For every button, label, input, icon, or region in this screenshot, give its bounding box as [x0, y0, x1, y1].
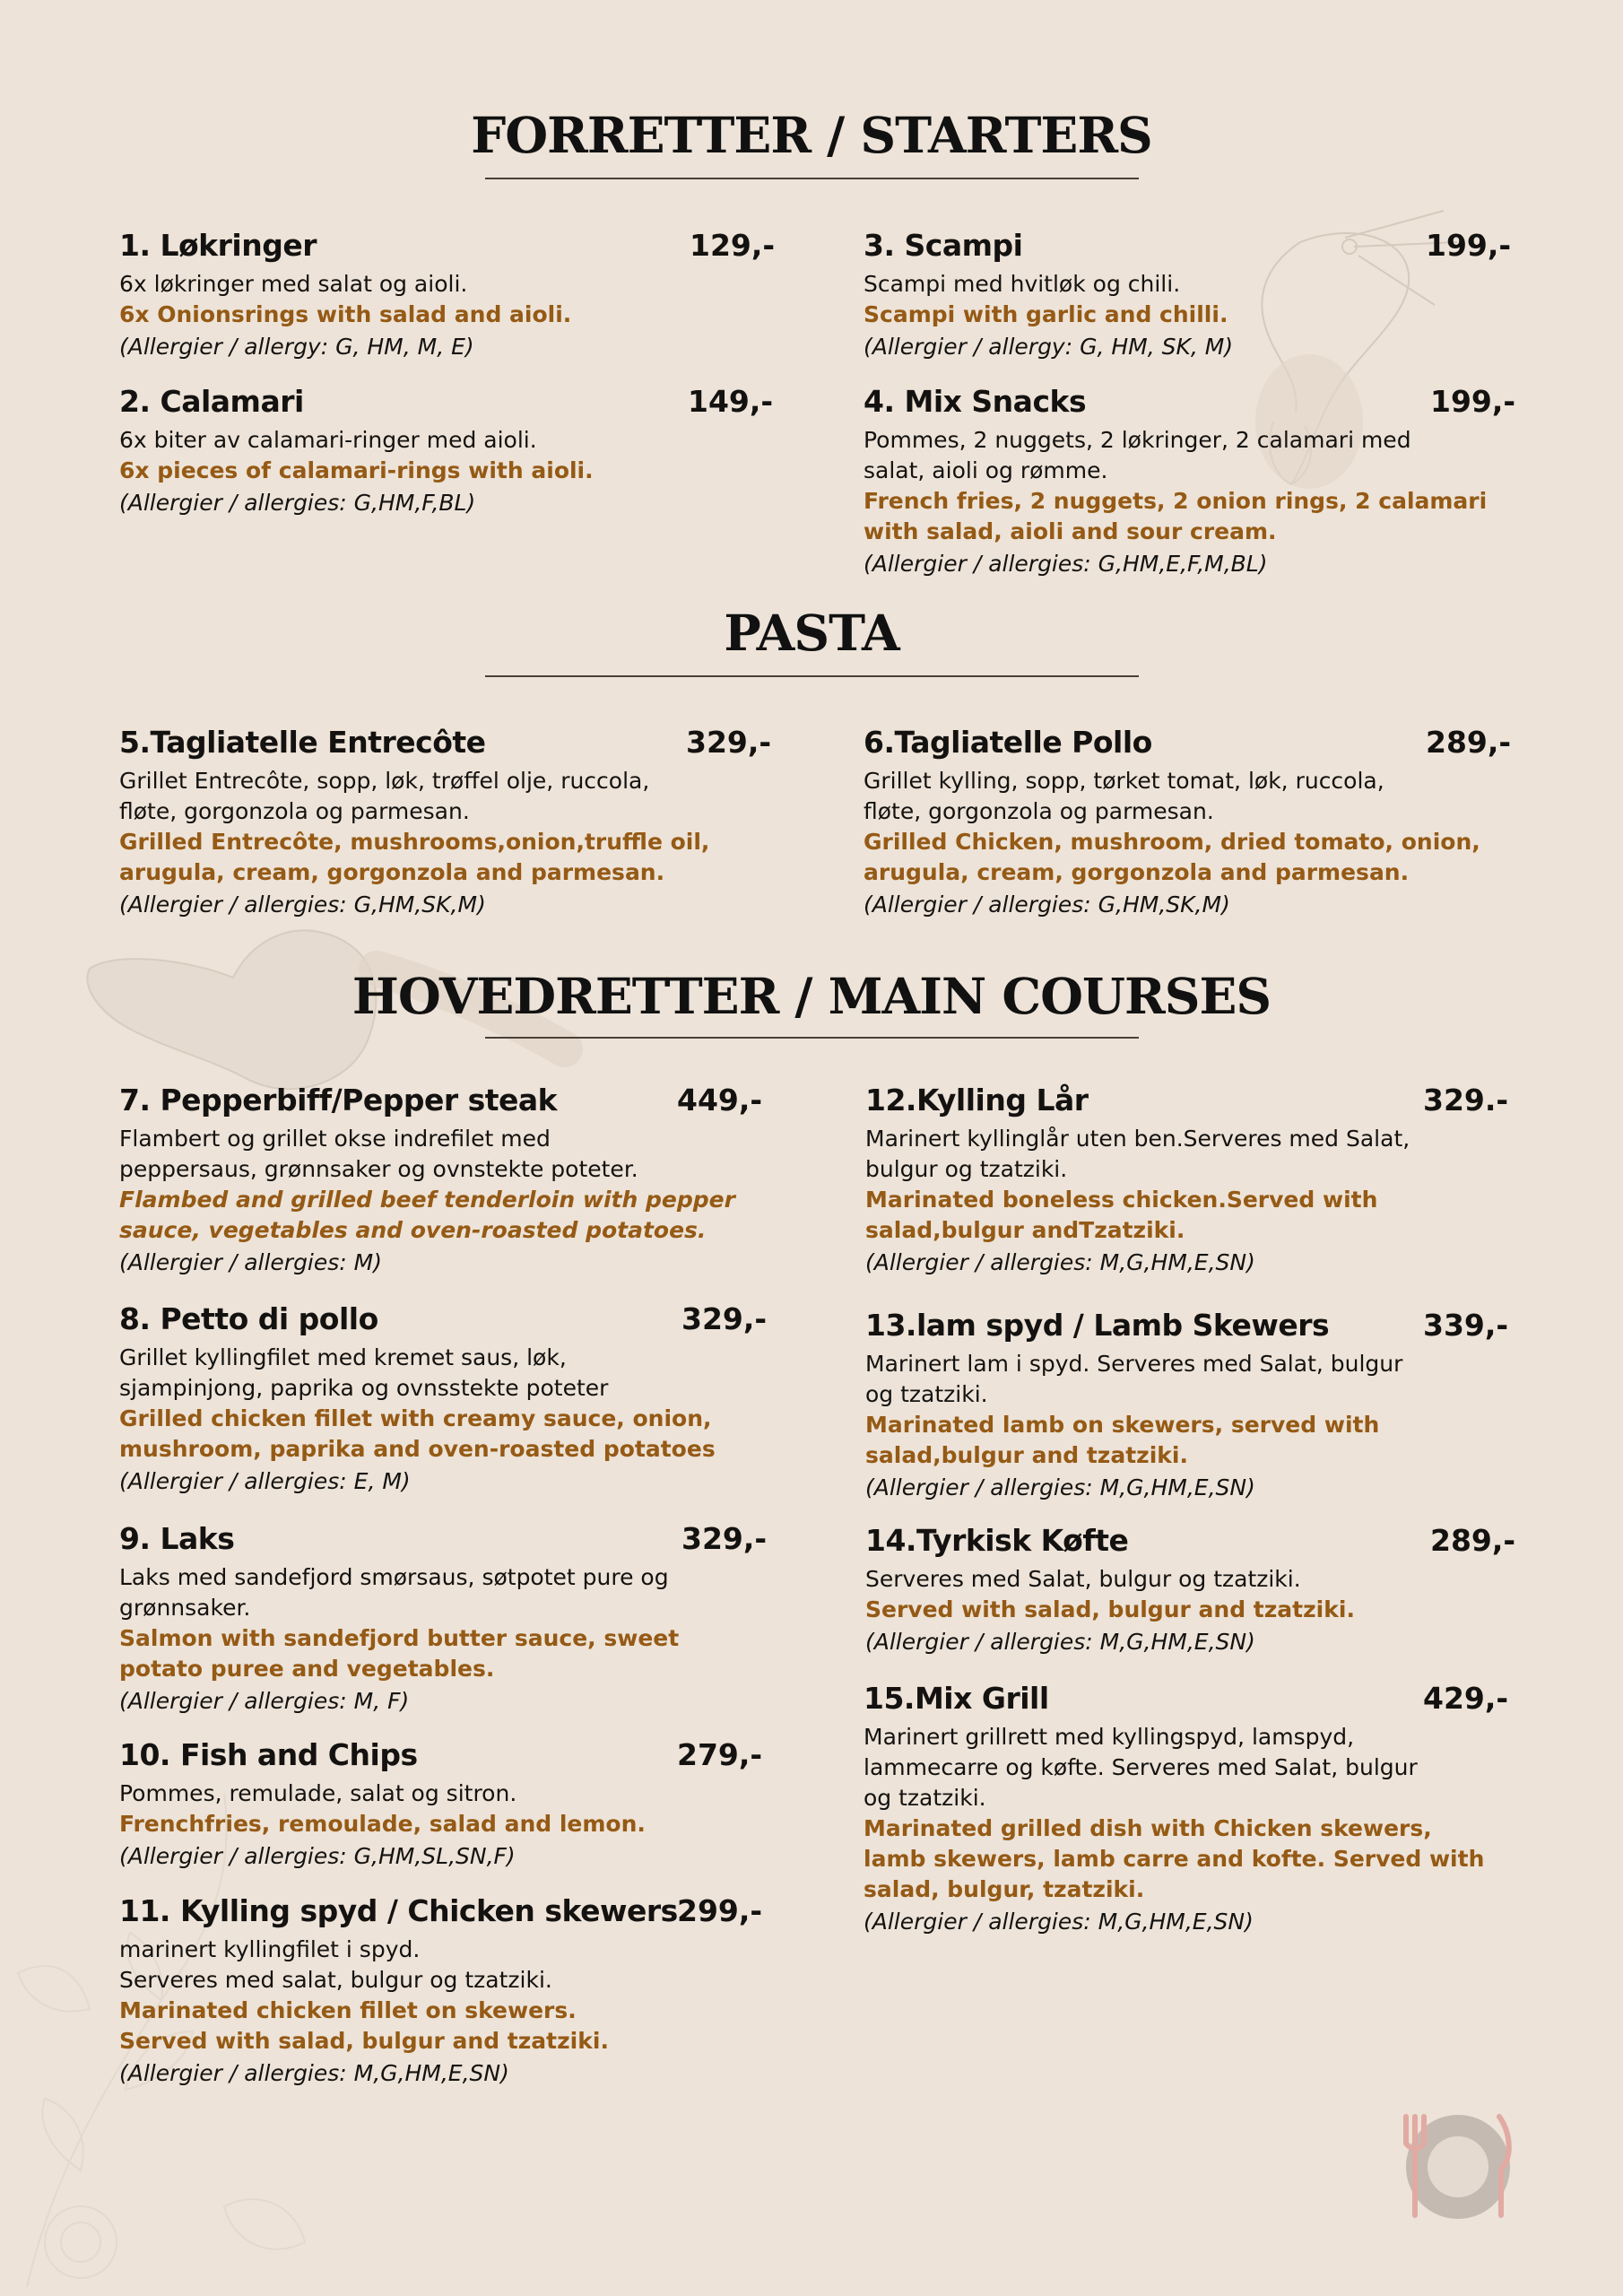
- menu-item: [119, 1521, 768, 1718]
- item-description-no: Laks med sandefjord smørsaus, søtpotet pure og grønnsaker.: [119, 1564, 669, 1621]
- item-name: 14.Tyrkisk Køfte: [865, 1523, 1129, 1558]
- item-description-en: Scampi with garlic and chilli.: [864, 301, 1228, 327]
- item-description-no: Grillet kylling, sopp, tørket tomat, løk, ruccola, fløte, gorgonzola og parmesan.: [864, 768, 1384, 824]
- item-description-en: Flambed and grilled beef tenderloin with pepper sauce, vegetables and oven-roasted potatoes.: [119, 1187, 735, 1243]
- menu-item: [864, 384, 1516, 581]
- item-allergens: (Allergier / allergies: M,G,HM,E,SN): [864, 1909, 1254, 1935]
- item-price: 289,-: [1430, 1523, 1516, 1558]
- item-description-no: Marinert grillrett med kyllingspyd, lamspyd, lammecarre og køfte. Serveres med Salat, bulgur og tzatziki.: [864, 1724, 1418, 1811]
- menu-item: [119, 228, 776, 364]
- item-allergens: (Allergier / allergies: M, F): [119, 1688, 410, 1714]
- item-description-en: Marinated grilled dish with Chicken skewers, lamb skewers, lamb carre and kofte. Served with salad, bulgur, tzatziki.: [864, 1815, 1485, 1902]
- section-title-pasta: PASTA: [724, 604, 899, 662]
- item-description-no: marinert kyllingfilet i spyd. Serveres med salat, bulgur og tzatziki.: [119, 1936, 552, 1993]
- item-description-en: Grilled Chicken, mushroom, dried tomato, onion, arugula, cream, gorgonzola and parmesan.: [864, 829, 1480, 885]
- item-description-no: Marinert lam i spyd. Serveres med Salat, bulgur og tzatziki.: [865, 1351, 1403, 1407]
- item-name: 4. Mix Snacks: [864, 384, 1087, 419]
- item-price: 199,-: [1430, 384, 1516, 419]
- item-name: 2. Calamari: [119, 384, 304, 419]
- item-description-en: Served with salad, bulgur and tzatziki.: [865, 1596, 1355, 1622]
- item-price: 329,-: [681, 1521, 768, 1556]
- item-description-no: Flambert og grillet okse indrefilet med peppersaus, grønnsaker og ovnstekte poteter.: [119, 1126, 638, 1182]
- item-price: 329.-: [1423, 1083, 1509, 1118]
- item-price: 329,-: [681, 1301, 768, 1336]
- menu-item: [864, 228, 1512, 364]
- item-allergens: (Allergier / allergies: G,HM,SK,M): [119, 891, 486, 918]
- item-name: 12.Kylling Lår: [865, 1083, 1089, 1118]
- item-allergens: (Allergier / allergies: M,G,HM,E,SN): [865, 1629, 1255, 1655]
- menu-item: [865, 1523, 1516, 1659]
- item-description-no: 6x løkringer med salat og aioli.: [119, 271, 468, 297]
- item-price: 279,-: [677, 1737, 763, 1772]
- item-name: 1. Løkringer: [119, 228, 317, 263]
- item-name: 6.Tagliatelle Pollo: [864, 725, 1152, 760]
- item-allergens: (Allergier / allergy: G, HM, SK, M): [864, 334, 1234, 360]
- item-allergens: (Allergier / allergies: M,G,HM,E,SN): [865, 1249, 1255, 1275]
- item-name: 9. Laks: [119, 1521, 235, 1556]
- item-description-en: Grilled chicken fillet with creamy sauce, onion, mushroom, paprika and oven-roasted potatoes: [119, 1405, 716, 1462]
- item-name: 13.lam spyd / Lamb Skewers: [865, 1308, 1330, 1343]
- menu-item: [119, 1301, 768, 1499]
- item-price: 329,-: [686, 725, 772, 760]
- item-name: 5.Tagliatelle Entrecôte: [119, 725, 486, 760]
- item-allergens: (Allergier / allergies: M,G,HM,E,SN): [119, 2060, 509, 2086]
- section-divider: [485, 675, 1139, 677]
- item-allergens: (Allergier / allergies: G,HM,SL,SN,F): [119, 1843, 516, 1869]
- item-description-en: Grilled Entrecôte, mushrooms,onion,truffle oil, arugula, cream, gorgonzola and parmesan.: [119, 829, 710, 885]
- item-allergens: (Allergier / allergies: G,HM,SK,M): [864, 891, 1230, 918]
- item-allergens: (Allergier / allergies: E, M): [119, 1468, 411, 1494]
- item-name: 15.Mix Grill: [864, 1681, 1049, 1716]
- item-description-no: Grillet kyllingfilet med kremet saus, løk, sjampinjong, paprika og ovnsstekte poteter: [119, 1344, 609, 1401]
- item-description-no: Scampi med hvitløk og chili.: [864, 271, 1181, 297]
- item-description-en: Salmon with sandefjord butter sauce, sweet potato puree and vegetables.: [119, 1625, 680, 1682]
- item-description-no: Serveres med Salat, bulgur og tzatziki.: [865, 1566, 1301, 1592]
- menu-item: [864, 1681, 1509, 1939]
- item-price: 289,-: [1426, 725, 1512, 760]
- item-description-no: Pommes, 2 nuggets, 2 løkringer, 2 calamari med salat, aioli og rømme.: [864, 427, 1411, 483]
- menu-item: [119, 384, 774, 520]
- section-title-starters: FORRETTER / STARTERS: [471, 106, 1152, 164]
- item-description-en: Marinated chicken fillet on skewers. Served with salad, bulgur and tzatziki.: [119, 1997, 609, 2054]
- item-name: 7. Pepperbiff/Pepper steak: [119, 1083, 558, 1118]
- item-allergens: (Allergier / allergy: G, HM, M, E): [119, 334, 474, 360]
- item-name: 8. Petto di pollo: [119, 1301, 378, 1336]
- menu-item: [864, 725, 1512, 922]
- menu-item: [865, 1083, 1509, 1280]
- item-description-en: 6x pieces of calamari-rings with aioli.: [119, 457, 594, 483]
- plate-logo-icon: [1399, 2108, 1515, 2224]
- item-description-en: 6x Onionsrings with salad and aioli.: [119, 301, 572, 327]
- item-allergens: (Allergier / allergies: M): [119, 1249, 382, 1275]
- menu-item: [865, 1308, 1509, 1505]
- item-description-en: French fries, 2 nuggets, 2 onion rings, 2 calamari with salad, aioli and sour cream.: [864, 488, 1488, 544]
- item-price: 199,-: [1426, 228, 1512, 263]
- menu-item: [119, 1083, 763, 1280]
- menu-item: [119, 1737, 763, 1874]
- menu-item: [119, 725, 772, 922]
- item-price: 299,-: [677, 1893, 763, 1928]
- item-name: 11. Kylling spyd / Chicken skewers: [119, 1893, 678, 1928]
- item-description-no: Grillet Entrecôte, sopp, løk, trøffel olje, ruccola, fløte, gorgonzola og parmesan.: [119, 768, 650, 824]
- item-price: 149,-: [688, 384, 774, 419]
- item-description-en: Marinated lamb on skewers, served with salad,bulgur and tzatziki.: [865, 1412, 1380, 1468]
- item-name: 10. Fish and Chips: [119, 1737, 418, 1772]
- item-description-no: Marinert kyllinglår uten ben.Serveres med Salat, bulgur og tzatziki.: [865, 1126, 1410, 1182]
- item-price: 339,-: [1423, 1308, 1509, 1343]
- item-description-no: Pommes, remulade, salat og sitron.: [119, 1780, 517, 1806]
- item-description-no: 6x biter av calamari-ringer med aioli.: [119, 427, 537, 453]
- item-name: 3. Scampi: [864, 228, 1023, 263]
- item-price: 129,-: [690, 228, 776, 263]
- item-price: 449,-: [677, 1083, 763, 1118]
- item-allergens: (Allergier / allergies: M,G,HM,E,SN): [865, 1474, 1255, 1500]
- item-allergens: (Allergier / allergies: G,HM,F,BL): [119, 490, 476, 516]
- item-allergens: (Allergier / allergies: G,HM,E,F,M,BL): [864, 551, 1268, 577]
- item-description-en: Frenchfries, remoulade, salad and lemon.: [119, 1811, 646, 1837]
- section-divider: [485, 1037, 1139, 1039]
- item-description-en: Marinated boneless chicken.Served with salad,bulgur andTzatziki.: [865, 1187, 1378, 1243]
- item-price: 429,-: [1423, 1681, 1509, 1716]
- section-title-main-courses: HOVEDRETTER / MAIN COURSES: [352, 967, 1271, 1025]
- section-divider: [485, 178, 1139, 179]
- menu-item: [119, 1893, 763, 2091]
